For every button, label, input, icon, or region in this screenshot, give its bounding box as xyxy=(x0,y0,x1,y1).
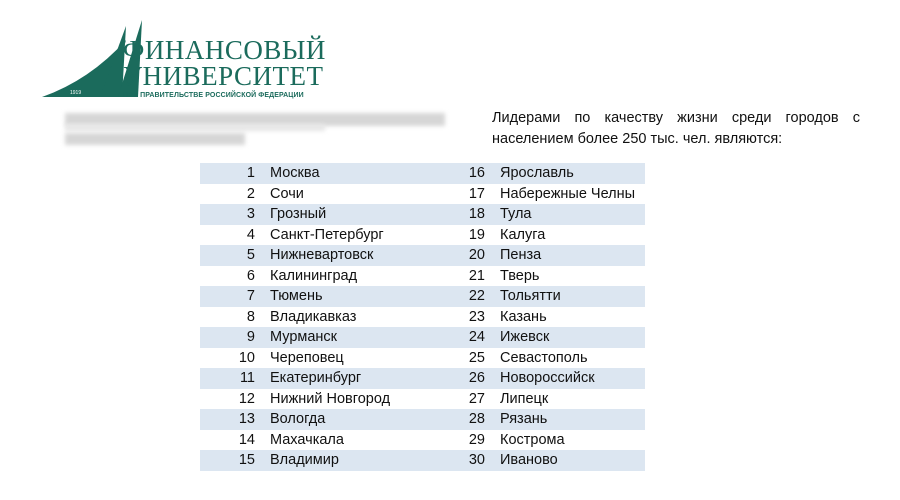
redacted-text xyxy=(65,133,245,145)
rank-number: 28 xyxy=(468,411,485,428)
rank-number: 17 xyxy=(468,185,485,202)
rank-number: 13 xyxy=(238,411,255,428)
intro-text: Лидерами по качеству жизни среди городов с населением более 250 тыс. чел. являются: xyxy=(492,110,860,147)
table-row xyxy=(200,266,645,287)
logo-line2: УНИВЕРСИТЕТ xyxy=(123,61,324,91)
city-name: Новороссийск xyxy=(500,370,595,387)
city-name: Екатеринбург xyxy=(270,370,362,387)
city-name: Тула xyxy=(500,206,532,223)
table-row xyxy=(200,184,645,205)
table-row xyxy=(200,163,645,184)
ranking-table xyxy=(200,163,645,471)
city-name: Иваново xyxy=(500,452,558,469)
rank-number: 7 xyxy=(246,288,255,305)
city-name: Мурманск xyxy=(270,329,338,346)
rank-number: 8 xyxy=(246,308,255,325)
table-row xyxy=(200,327,645,348)
rank-number: 10 xyxy=(238,349,255,366)
city-name: Набережные Челны xyxy=(500,185,636,202)
city-name: Владимир xyxy=(270,452,339,469)
rank-number: 9 xyxy=(246,329,255,346)
rank-number: 18 xyxy=(468,206,485,223)
rank-number: 26 xyxy=(468,370,485,387)
rank-number: 16 xyxy=(468,165,485,182)
city-name: Тюмень xyxy=(270,288,323,305)
city-name: Ярославль xyxy=(500,165,574,182)
city-name: Пенза xyxy=(500,247,542,264)
redacted-text xyxy=(65,124,325,131)
city-name: Владикавказ xyxy=(270,308,357,325)
city-name: Москва xyxy=(270,165,320,182)
city-name: Калуга xyxy=(500,226,546,243)
city-name: Грозный xyxy=(270,206,327,223)
city-name: Липецк xyxy=(500,390,549,407)
table-row xyxy=(200,348,645,369)
table-row xyxy=(200,409,645,430)
rank-number: 12 xyxy=(238,390,255,407)
city-name: Ижевск xyxy=(500,329,550,346)
city-name: Нижневартовск xyxy=(270,247,374,264)
rank-number: 23 xyxy=(468,308,485,325)
city-name: Нижний Новгород xyxy=(270,390,391,407)
city-name: Калининград xyxy=(270,267,358,284)
city-name: Кострома xyxy=(500,431,565,448)
table-row xyxy=(200,245,645,266)
city-name: Санкт-Петербург xyxy=(270,226,384,243)
rank-number: 14 xyxy=(238,431,255,448)
table-row xyxy=(200,389,645,410)
city-name: Севастополь xyxy=(500,349,588,366)
table-row xyxy=(200,450,645,471)
rank-number: 27 xyxy=(468,390,485,407)
table-row xyxy=(200,204,645,225)
logo-line1: ФИНАНСОВЫЙ xyxy=(123,35,326,65)
city-name: Махачкала xyxy=(270,431,344,448)
table-row xyxy=(200,307,645,328)
table-row xyxy=(200,286,645,307)
city-name: Казань xyxy=(500,308,547,325)
rank-number: 15 xyxy=(238,452,255,469)
city-name: Тверь xyxy=(500,267,540,284)
rank-number: 2 xyxy=(246,185,255,202)
rank-number: 4 xyxy=(246,226,255,243)
rank-number: 5 xyxy=(246,247,255,264)
rank-number: 6 xyxy=(246,267,255,284)
logo-subtitle: ПРИ ПРАВИТЕЛЬСТВЕ РОССИЙСКОЙ ФЕДЕРАЦИИ xyxy=(123,92,304,99)
rank-number: 24 xyxy=(468,329,485,346)
rank-number: 22 xyxy=(468,288,485,305)
city-name: Рязань xyxy=(500,411,548,428)
rank-number: 21 xyxy=(468,267,485,284)
table-row xyxy=(200,368,645,389)
rank-number: 20 xyxy=(468,247,485,264)
city-name: Череповец xyxy=(270,349,344,366)
rank-number: 29 xyxy=(468,431,485,448)
rank-number: 30 xyxy=(468,452,485,469)
rank-number: 11 xyxy=(239,370,255,387)
rank-number: 19 xyxy=(468,226,485,243)
table-row xyxy=(200,225,645,246)
table-row xyxy=(200,430,645,451)
city-name: Сочи xyxy=(270,185,304,202)
rank-number: 25 xyxy=(468,349,485,366)
city-name: Тольятти xyxy=(500,288,561,305)
city-name: Вологда xyxy=(270,411,326,428)
rank-number: 1 xyxy=(246,165,255,182)
rank-number: 3 xyxy=(246,206,255,223)
logo-year: 1919 xyxy=(70,90,82,96)
